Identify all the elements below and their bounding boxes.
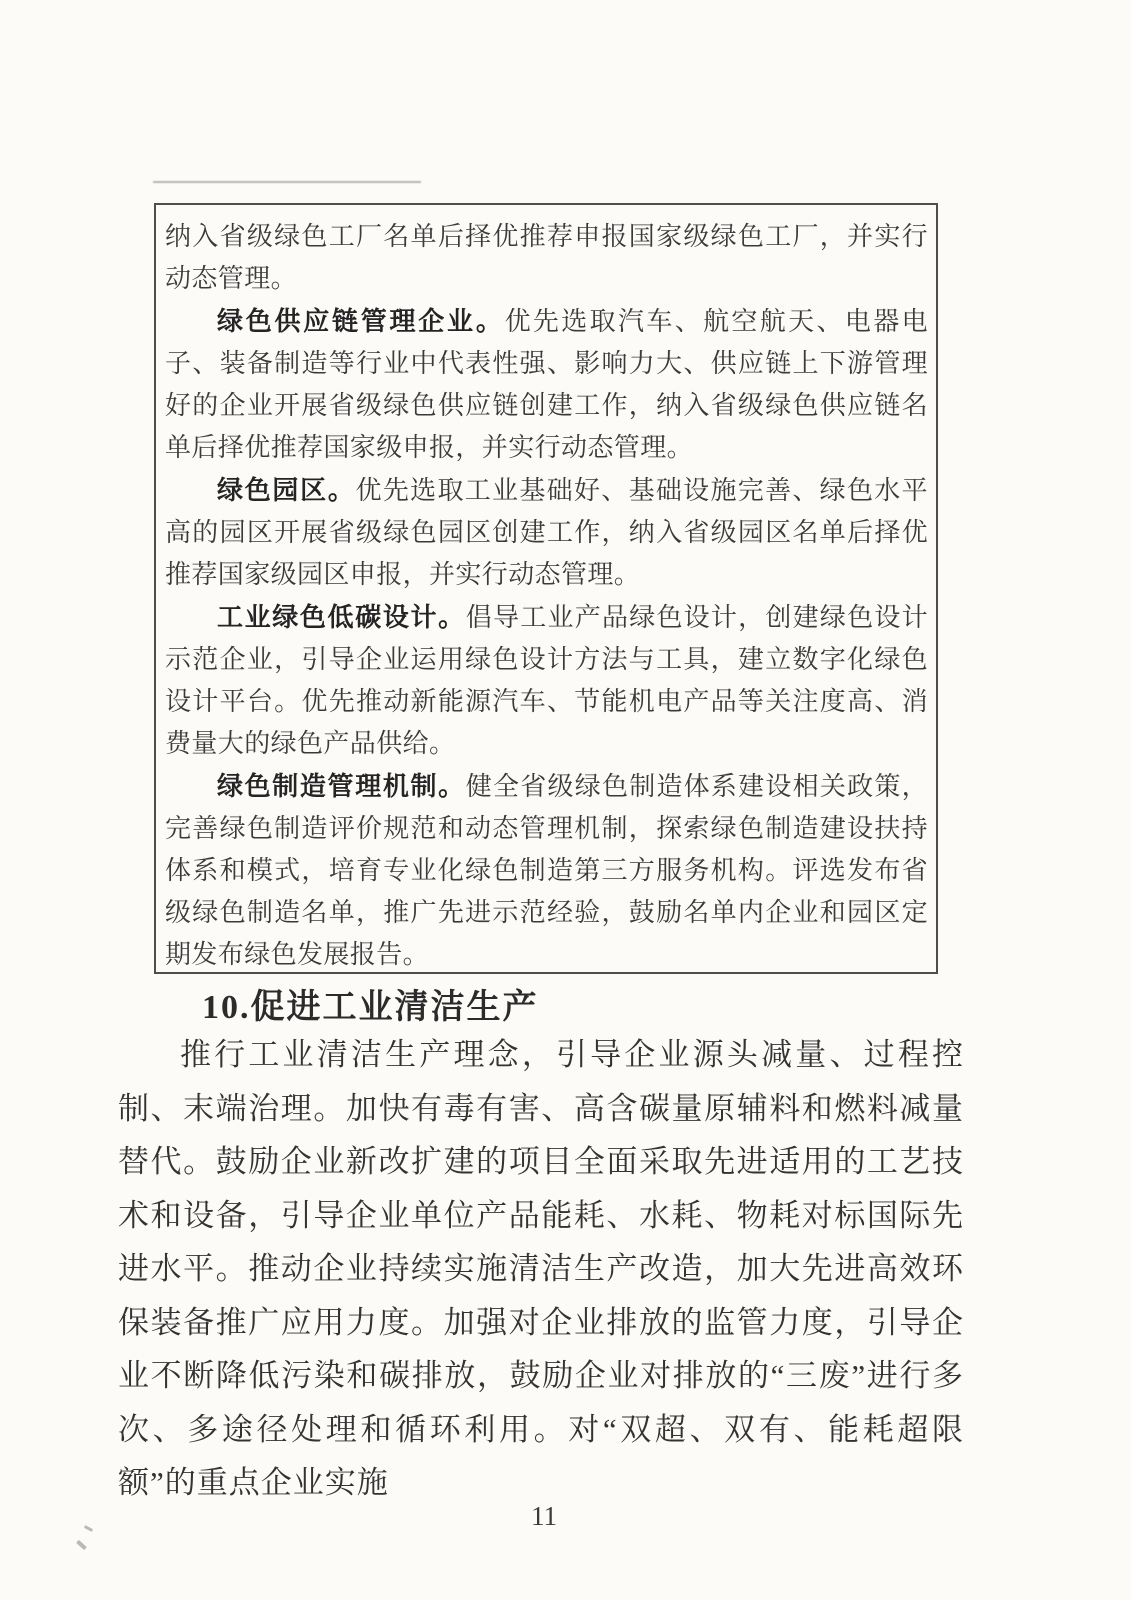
paragraph-text: 纳入省级绿色工厂名单后择优推荐申报国家级绿色工厂，并实行动态管理。 xyxy=(165,222,928,293)
pencil-mark xyxy=(76,1540,87,1550)
section-heading: 10.促进工业清洁生产 xyxy=(202,989,539,1026)
paragraph-text: 健全省级绿色制造体系建设相关政策，完善绿色制造评价规范和动态管理机制，探索绿色制造建设扶持体系和模式，培育专业化绿色制造第三方服务机构。评选发布省级绿色制造名单，推广先进示范经验，鼓励名单内企业和园区定期发布绿色发展报告。 xyxy=(165,772,928,969)
box-paragraph-green-parks xyxy=(165,469,928,596)
box-paragraph-low-carbon-design xyxy=(165,596,928,765)
section-body-paragraph: 推行工业清洁生产理念，引导企业源头减量、过程控制、末端治理。加快有毒有害、高含碳量原辅料和燃料减量替代。鼓励企业新改扩建的项目全面采取先进适用的工艺技术和设备，引导企业单位产品能耗、水耗、物耗对标国际先进水平。推动企业持续实施清洁生产改造，加大先进高效环保装备推广应用力度。加强对企业排放的监管力度，引导企业不断降低污染和碳排放，鼓励企业对排放的“三废”进行多次、多途径处理和循环利用。对“双超、双有、能耗超限额”的重点企业实施 xyxy=(118,1037,964,1500)
paragraph-lead: 绿色制造管理机制。 xyxy=(217,771,466,801)
paragraph-text: 倡导工业产品绿色设计，创建绿色设计示范企业，引导企业运用绿色设计方法与工具，建立数字化绿色设计平台。优先推动新能源汽车、节能机电产品等关注度高、消费量大的绿色产品供给。 xyxy=(165,603,928,758)
paragraph-text: 优先选取工业基础好、基础设施完善、绿色水平高的园区开展省级绿色园区创建工作，纳入省级园区名单后择优推荐国家级园区申报，并实行动态管理。 xyxy=(165,476,928,589)
box-paragraph-continuation xyxy=(165,215,928,300)
paragraph-lead: 绿色园区。 xyxy=(217,475,356,505)
box-paragraph-green-supply-chain xyxy=(165,300,928,469)
scan-artifact-line xyxy=(153,181,421,183)
paragraph-lead: 绿色供应链管理企业。 xyxy=(217,306,505,336)
box-paragraph-management-mechanism xyxy=(165,765,928,976)
page-number: 11 xyxy=(531,1501,557,1531)
paragraph-text: 优先选取汽车、航空航天、电器电子、装备制造等行业中代表性强、影响力大、供应链上下游管理好的企业开展省级绿色供应链创建工作，纳入省级绿色供应链名单后择优推荐国家级申报，并实行动态管理。 xyxy=(165,307,928,462)
paragraph-lead: 工业绿色低碳设计。 xyxy=(217,602,466,632)
boxed-text-section xyxy=(154,203,938,974)
